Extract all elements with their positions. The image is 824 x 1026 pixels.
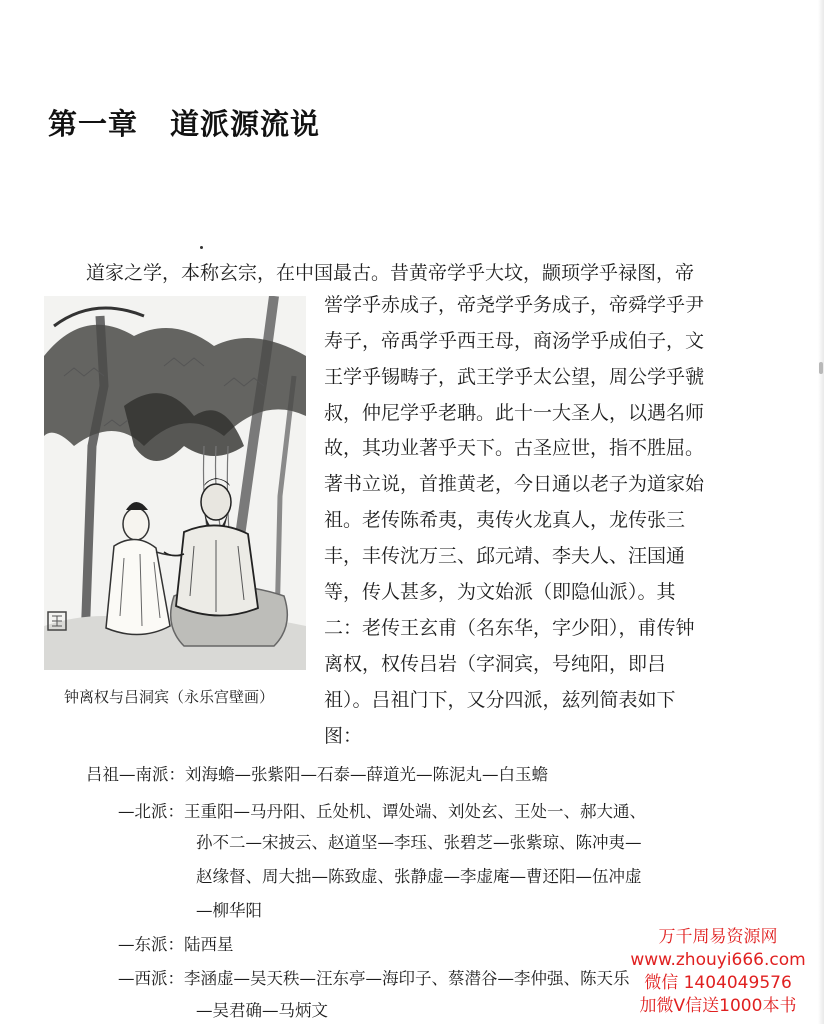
watermark-line: 微信 1404049576 xyxy=(644,973,792,993)
watermark-line: 万千周易资源网 xyxy=(658,927,778,947)
body-line: 故，其功业著乎天下。古圣应世，指不胜屈。 xyxy=(324,437,705,459)
body-line: 二：老传王玄甫（名东华，字少阳），甫传钟 xyxy=(324,617,695,639)
watermark xyxy=(616,926,820,1018)
body-line: 丰，丰传沈万三、邱元靖、李夫人、汪国通 xyxy=(324,545,686,567)
chapter-title xyxy=(48,102,320,143)
watermark-line: 加微V信送1000本书 xyxy=(639,996,797,1016)
body-line: 著书立说，首推黄老，今日通以老子为道家始 xyxy=(324,473,705,495)
body-line: 图： xyxy=(324,725,363,747)
lineage-line-north-cont: 孙不二—宋披云、赵道坚—李珏、张碧芝—张紫琼、陈冲夷— xyxy=(196,833,642,852)
page-edge xyxy=(818,0,824,1024)
lineage-line-south: 吕祖—南派：刘海蟾—张紫阳—石泰—薛道光—陈泥丸—白玉蟾 xyxy=(86,765,548,784)
stray-dot xyxy=(200,246,203,249)
lineage-line-west: —西派：李涵虚—吴天秩—汪东亭—海印子、蔡潜谷—李仲强、陈天乐 xyxy=(118,969,630,988)
mural-illustration xyxy=(44,296,306,670)
watermark-line: www.zhouyi666.com xyxy=(630,950,806,970)
lineage-line-north: —北派：王重阳—马丹阳、丘处机、谭处端、刘处玄、王处一、郝大通、 xyxy=(118,802,646,821)
body-line: 喾学乎赤成子，帝尧学乎务成子，帝舜学乎尹 xyxy=(324,294,705,316)
body-line: 叔，仲尼学乎老聃。此十一大圣人，以遇名师 xyxy=(324,402,705,424)
body-line: 道家之学，本称玄宗，在中国最古。昔黄帝学乎大坟，颛顼学乎禄图，帝 xyxy=(86,262,695,284)
scrollbar-thumb[interactable] xyxy=(819,362,823,374)
lineage-line-north-cont: —柳华阳 xyxy=(196,901,262,920)
lineage-line-north-cont: 赵缘督、周大拙—陈致虚、张静虚—李虚庵—曹还阳—伍冲虚 xyxy=(196,867,642,886)
body-line: 祖。老传陈希夷，夷传火龙真人，龙传张三 xyxy=(324,509,686,531)
lineage-line-east: —东派：陆西星 xyxy=(118,935,234,954)
body-line: 离权，权传吕岩（字洞宾，号纯阳，即吕 xyxy=(324,653,667,675)
body-line: 等，传人甚多，为文始派（即隐仙派）。其 xyxy=(324,581,676,603)
body-line: 寿子，帝禹学乎西王母，商汤学乎成伯子，文 xyxy=(324,330,705,352)
body-line: 王学乎锡畴子，武王学乎太公望，周公学乎虢 xyxy=(324,366,705,388)
figure-caption: 钟离权与吕洞宾（永乐宫壁画） xyxy=(64,688,275,706)
lineage-line-west-cont: —吴君确—马炳文 xyxy=(196,1001,328,1020)
chapter-name: 道派源流说 xyxy=(170,107,321,141)
body-line: 祖）。吕祖门下，又分四派，兹列简表如下 xyxy=(324,689,676,711)
chapter-number: 第一章 xyxy=(48,107,139,141)
